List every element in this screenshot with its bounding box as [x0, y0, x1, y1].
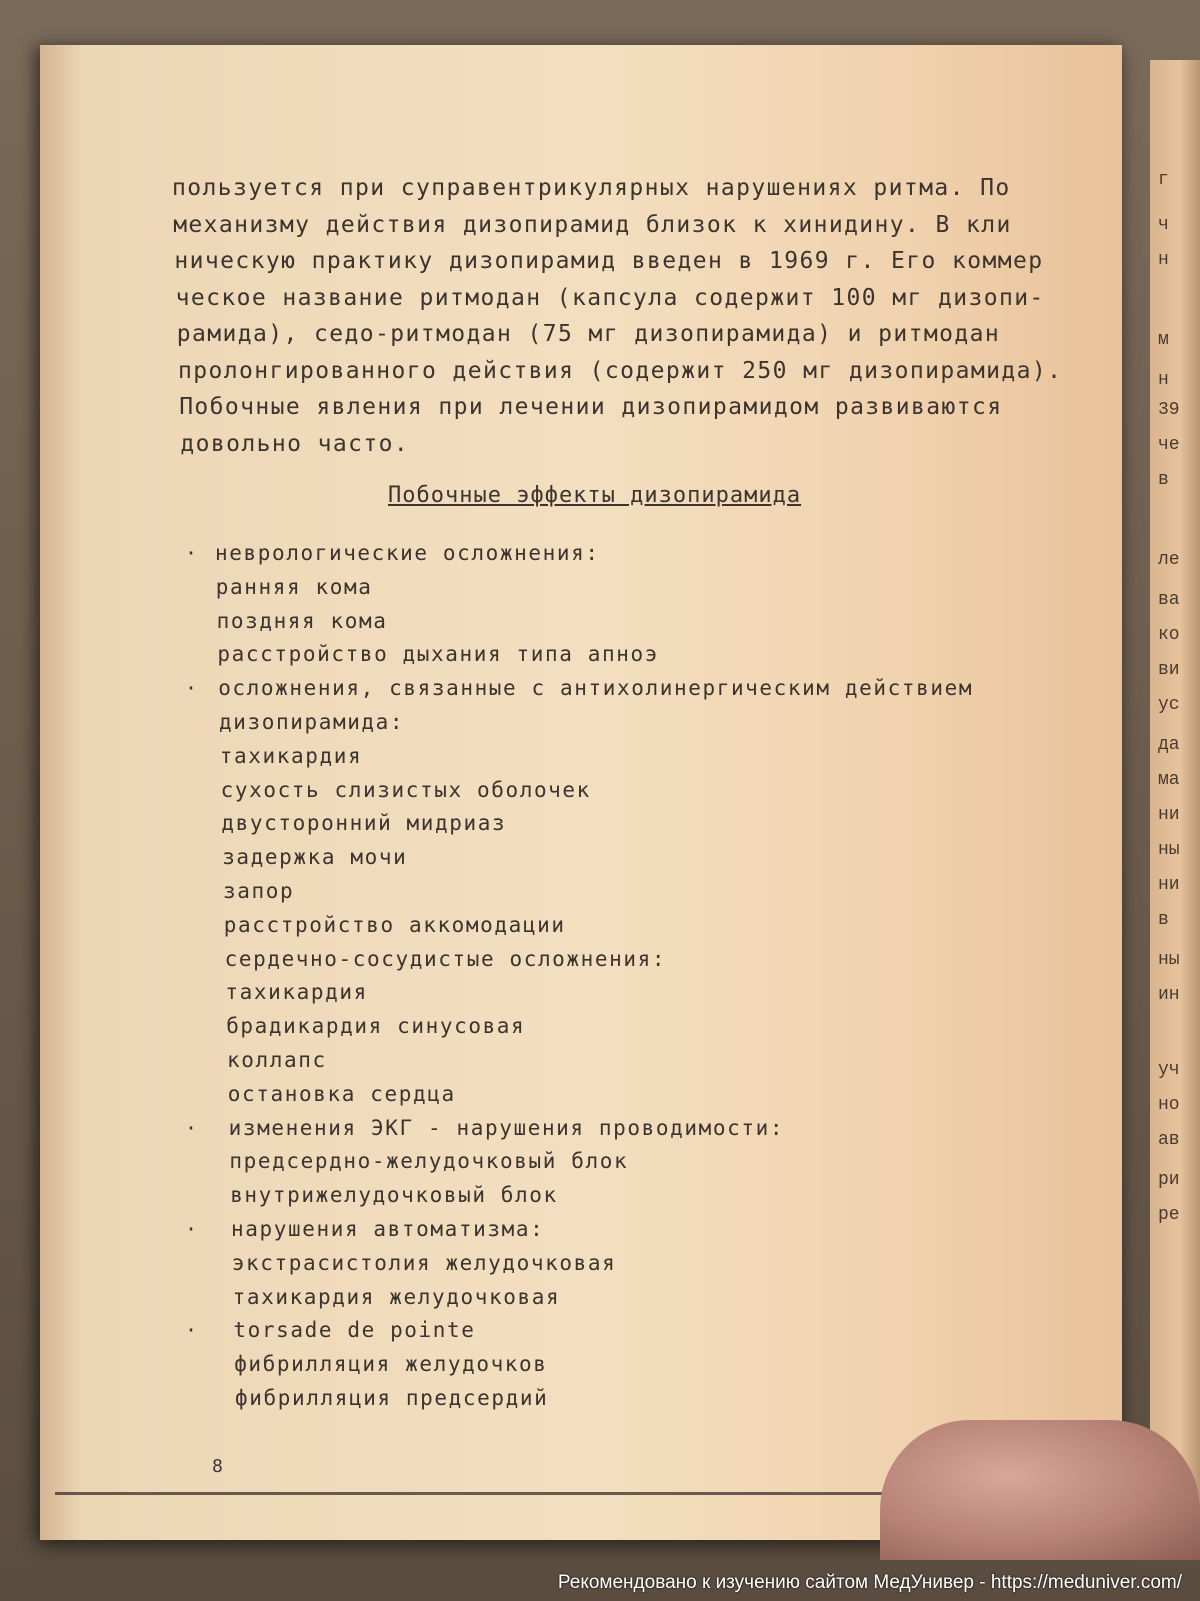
list-item: сухость слизистых оболочек: [220, 777, 591, 802]
adjacent-page-text-fragment: ле: [1158, 550, 1180, 570]
list-item: запор: [223, 878, 295, 903]
paragraph-line: ническую практику дизопирамид введен в 1969 г. Его коммер: [174, 248, 1044, 274]
adjacent-page-text-fragment: да: [1158, 735, 1180, 755]
adjacent-page-text-fragment: уч: [1158, 1060, 1180, 1080]
list-item: фибрилляция предсердий: [235, 1385, 549, 1410]
paragraph-line: Побочные явления при лечении дизопирамидом развиваются: [179, 394, 1003, 420]
page-number: 8: [212, 1456, 223, 1477]
adjacent-page-text-fragment: н: [1158, 370, 1169, 390]
list-group-heading: · изменения ЭКГ - нарушения проводимости:: [215, 1112, 1045, 1146]
list-item: ранняя кома: [215, 574, 373, 599]
paragraph-line: пролонгированного действия (содержит 250 мг дизопирамида).: [178, 357, 1063, 384]
adjacent-page-edge: [1150, 60, 1200, 1540]
adjacent-page-text-fragment: но: [1158, 1095, 1180, 1115]
list-item: фибрилляция желудочков: [234, 1352, 548, 1377]
adjacent-page-text-fragment: ви: [1158, 660, 1180, 680]
adjacent-page-text-fragment: ма: [1158, 770, 1180, 790]
list-item: предсердно-желудочковый блок: [229, 1149, 629, 1174]
list-item: расстройство дыхания типа апноэ: [217, 642, 659, 667]
list-item: остановка сердца: [227, 1081, 456, 1106]
adjacent-page-text-fragment: ва: [1158, 590, 1180, 610]
list-item: брадикардия синусовая: [226, 1014, 526, 1039]
list-item: двусторонний мидриаз: [221, 811, 507, 836]
list-item: тахикардия: [225, 980, 368, 1005]
adjacent-page-text-fragment: ин: [1158, 985, 1180, 1005]
body-paragraph: [172, 170, 1072, 462]
adjacent-page-text-fragment: ны: [1158, 950, 1180, 970]
adjacent-page-text-fragment: ч: [1158, 215, 1169, 235]
list-item: задержка мочи: [222, 845, 408, 870]
paragraph-line: механизму действия дизопирамид близок к хинидину. В кли: [173, 211, 1012, 238]
adjacent-page-text-fragment: ко: [1158, 625, 1180, 645]
list-item: поздняя кома: [216, 608, 388, 633]
list-item: внутрижелудочковый блок: [230, 1183, 558, 1208]
list-item: расстройство аккомодации: [223, 912, 566, 937]
adjacent-page-text-fragment: ни: [1158, 805, 1180, 825]
adjacent-page-text-fragment: ре: [1158, 1205, 1180, 1225]
adjacent-page-text-fragment: г: [1158, 170, 1169, 190]
adjacent-page-text-fragment: в: [1158, 910, 1169, 930]
list-item: тахикардия: [219, 743, 363, 768]
list-group-heading: · осложнения, связанные с антихолинергическим действием: [215, 672, 1045, 706]
list-item: дизопирамида:: [219, 709, 405, 734]
adjacent-page-text-fragment: ус: [1158, 695, 1180, 715]
page-bottom-rule: [55, 1492, 895, 1495]
adjacent-page-text-fragment: 39: [1158, 400, 1180, 420]
paragraph-line: пользуется при суправентрикулярных нарушениях ритма. По: [172, 175, 1011, 201]
adjacent-page-text-fragment: ны: [1158, 840, 1180, 860]
watermark-caption: Рекомендовано к изучению сайтом МедУнивер - https://meduniver.com/: [557, 1572, 1182, 1593]
thumb-holding-page: [880, 1420, 1200, 1560]
adjacent-page-text-fragment: ри: [1158, 1170, 1180, 1190]
adjacent-page-text-fragment: ав: [1158, 1130, 1180, 1150]
paragraph-line: довольно часто.: [180, 430, 410, 457]
adjacent-page-text-fragment: в: [1158, 470, 1169, 490]
list-group-heading: · torsade de pointe: [215, 1314, 1045, 1348]
list-item: сердечно-сосудистые осложнения:: [224, 946, 667, 971]
list-item: коллапс: [227, 1047, 327, 1072]
paragraph-line: рамида), седо-ритмодан (75 мг дизопирамида) и ритмодан: [176, 321, 1001, 347]
list-group-heading: · нарушения автоматизма:: [215, 1213, 1045, 1247]
paragraph-line: ческое название ритмодан (капсула содержит 100 мг дизопи-: [175, 284, 1045, 311]
list-item: тахикардия желудочковая: [232, 1284, 561, 1309]
side-effects-list: [215, 537, 1045, 1416]
adjacent-page-text-fragment: ни: [1158, 875, 1180, 895]
list-item: экстрасистолия желудочковая: [231, 1250, 617, 1275]
adjacent-page-text-fragment: че: [1158, 435, 1180, 455]
list-group-heading: · неврологические осложнения:: [215, 537, 1045, 571]
section-heading: Побочные эффекты дизопирамида: [388, 483, 802, 508]
adjacent-page-text-fragment: м: [1158, 330, 1169, 350]
adjacent-page-text-fragment: н: [1158, 250, 1169, 270]
